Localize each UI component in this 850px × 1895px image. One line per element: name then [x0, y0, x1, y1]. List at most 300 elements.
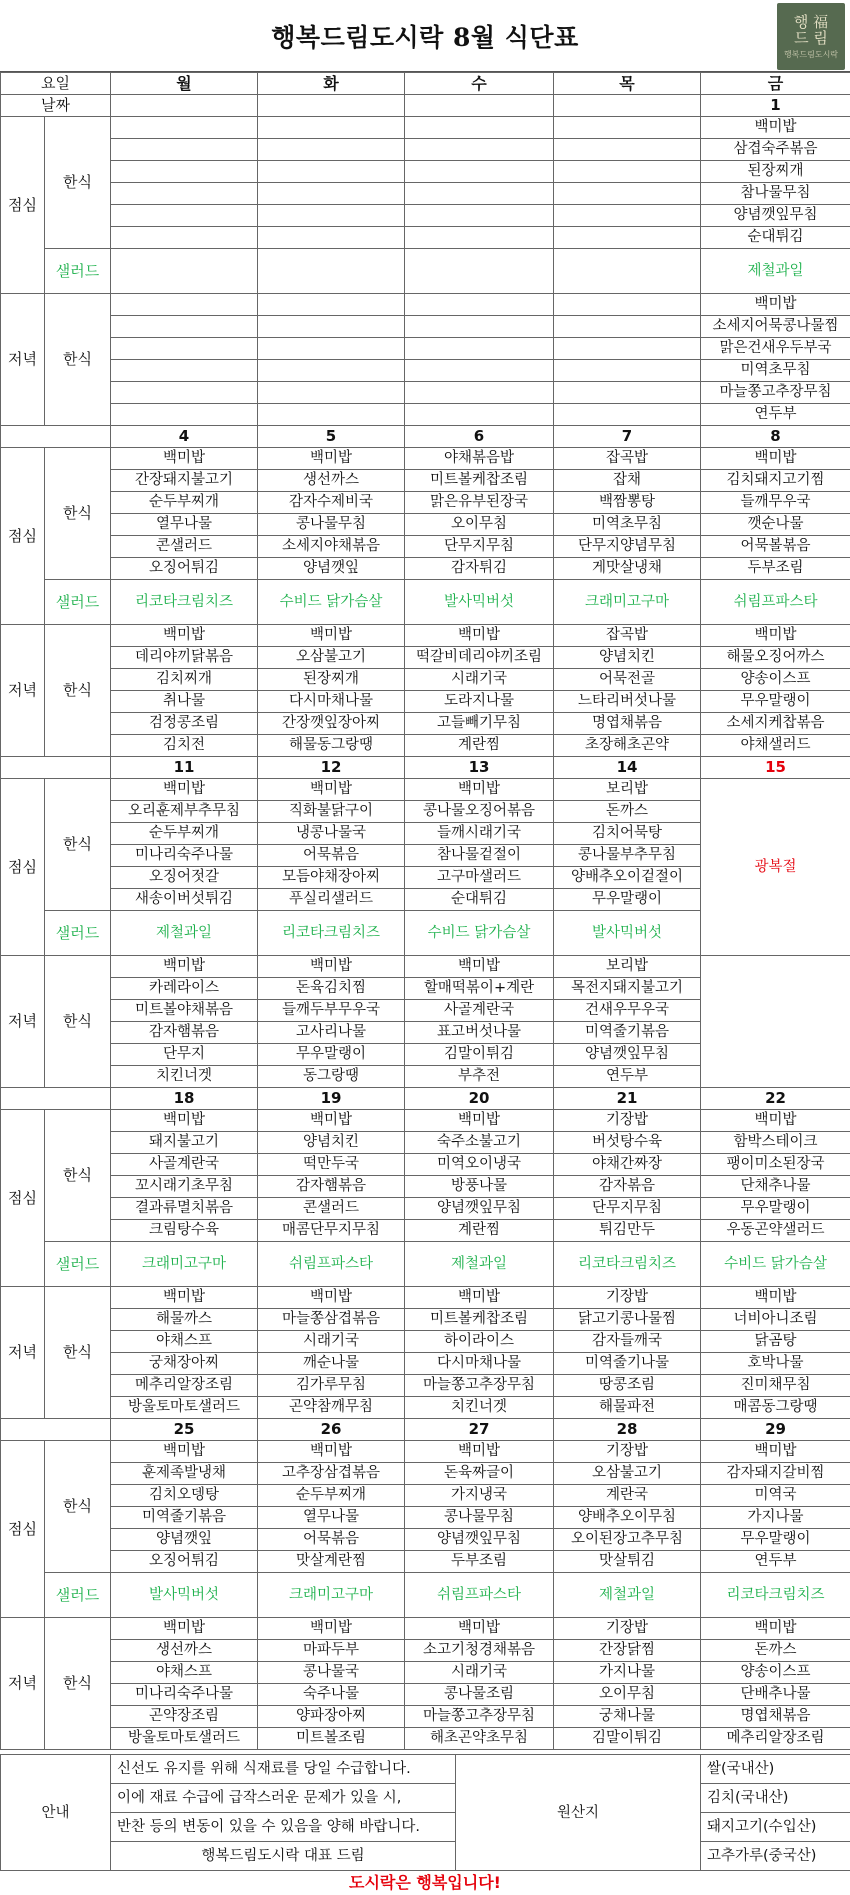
- date-cell: 20: [405, 1088, 554, 1110]
- dinner-dish-row: [1, 669, 850, 691]
- dish-cell: [258, 360, 405, 382]
- dish-cell: 시래기국: [405, 1662, 554, 1684]
- dish-cell: 마늘쫑고추장무침: [405, 1706, 554, 1728]
- date-cell: 29: [701, 1419, 850, 1441]
- dish-cell: 목전지돼지불고기: [554, 978, 701, 1000]
- dish-cell: 백미밥: [258, 956, 405, 978]
- dish-cell: 야채간짜장: [554, 1154, 701, 1176]
- date-row-spacer: [1, 426, 111, 448]
- dish-cell: 가지냉국: [405, 1485, 554, 1507]
- dish-cell: 양념치킨: [554, 647, 701, 669]
- dish-cell: 백미밥: [701, 294, 850, 316]
- date-row: [1, 1419, 850, 1441]
- lunch-dish-row: [1, 492, 850, 514]
- dish-cell: 양파장아찌: [258, 1706, 405, 1728]
- dish-cell: 돼지불고기: [111, 1132, 258, 1154]
- dish-cell: 가지나물: [701, 1507, 850, 1529]
- dinner-dish-row: [1, 1728, 850, 1750]
- dish-cell: 미트볼케찹조림: [405, 470, 554, 492]
- dish-cell: [554, 404, 701, 426]
- category-label-korean: 한식: [45, 779, 111, 911]
- dish-cell: 감자들깨국: [554, 1331, 701, 1353]
- lunch-dish-row: [1, 470, 850, 492]
- dish-cell: [111, 404, 258, 426]
- dish-cell: [111, 316, 258, 338]
- footer-text: 도시락은 행복입니다!: [349, 1872, 501, 1892]
- dish-cell: [258, 161, 405, 183]
- dish-cell: 오리훈제부추무침: [111, 801, 258, 823]
- salad-cell: 제철과일: [701, 249, 850, 294]
- dish-cell: [405, 161, 554, 183]
- dish-cell: 순두부찌개: [111, 492, 258, 514]
- dish-cell: 숙주소불고기: [405, 1132, 554, 1154]
- dish-cell: 방울토마토샐러드: [111, 1728, 258, 1750]
- dish-cell: 시래기국: [258, 1331, 405, 1353]
- dish-cell: 백미밥: [258, 1441, 405, 1463]
- dish-cell: 방풍나물: [405, 1176, 554, 1198]
- dish-cell: 데리야끼닭볶음: [111, 647, 258, 669]
- dish-cell: 해물동그랑땡: [258, 735, 405, 757]
- lunch-dish-row: [1, 205, 850, 227]
- dish-cell: 숙주나물: [258, 1684, 405, 1706]
- dish-cell: 감자돼지갈비찜: [701, 1463, 850, 1485]
- notice-table: [0, 1754, 850, 1871]
- salad-cell: 수비드 닭가슴살: [405, 911, 554, 956]
- salad-cell: 크래미고구마: [554, 580, 701, 625]
- weekday-header: 월: [111, 73, 258, 95]
- dish-cell: 푸실리샐러드: [258, 889, 405, 911]
- dish-cell: 된장찌개: [701, 161, 850, 183]
- dish-cell: 떡갈비데리야끼조림: [405, 647, 554, 669]
- dish-cell: 어묵전골: [554, 669, 701, 691]
- dish-cell: 메추리알장조림: [701, 1728, 850, 1750]
- salad-cell: [258, 249, 405, 294]
- dish-cell: 매콤동그랑땡: [701, 1397, 850, 1419]
- dish-cell: 방울토마토샐러드: [111, 1397, 258, 1419]
- menu-table: [0, 72, 850, 1750]
- dish-cell: 김가루무침: [258, 1375, 405, 1397]
- dinner-dish-row: [1, 1397, 850, 1419]
- dish-cell: 소고기청경채볶음: [405, 1640, 554, 1662]
- dish-cell: 양송이스프: [701, 1662, 850, 1684]
- dish-cell: 된장찌개: [258, 669, 405, 691]
- dish-cell: 소세지어묵콩나물찜: [701, 316, 850, 338]
- dish-cell: [554, 183, 701, 205]
- weekday-header: 금: [701, 73, 850, 95]
- category-label-salad: 샐러드: [45, 249, 111, 294]
- dish-cell: 백미밥: [405, 956, 554, 978]
- dish-cell: 깻순나물: [701, 514, 850, 536]
- dish-cell: 고들빼기무침: [405, 713, 554, 735]
- dish-cell: 땅콩조림: [554, 1375, 701, 1397]
- dish-cell: 백미밥: [701, 1618, 850, 1640]
- meal-label-dinner: 저녁: [1, 1287, 45, 1419]
- dish-cell: 김치전: [111, 735, 258, 757]
- dish-cell: [258, 338, 405, 360]
- dish-cell: 새송이버섯튀김: [111, 889, 258, 911]
- dish-cell: 백미밥: [701, 448, 850, 470]
- dish-cell: 연두부: [701, 1551, 850, 1573]
- dish-cell: 호박나물: [701, 1353, 850, 1375]
- dish-cell: 두부조림: [701, 558, 850, 580]
- dish-cell: 콩나물무침: [258, 514, 405, 536]
- dish-cell: 콩나물부추무침: [554, 845, 701, 867]
- dish-cell: 닭고기콩나물찜: [554, 1309, 701, 1331]
- dish-cell: 양념깻잎무침: [701, 205, 850, 227]
- dish-cell: 어묵볼볶음: [701, 536, 850, 558]
- dish-cell: 할매떡볶이+계란: [405, 978, 554, 1000]
- lunch-dish-row: [1, 536, 850, 558]
- dinner-dish-row: [1, 1353, 850, 1375]
- dish-cell: [111, 227, 258, 249]
- notice-line: 반찬 등의 변동이 있을 수 있음을 양해 바랍니다.: [111, 1813, 456, 1842]
- dish-cell: 들깨무우국: [701, 492, 850, 514]
- dish-cell: 궁채장아찌: [111, 1353, 258, 1375]
- dish-cell: 감자햄볶음: [111, 1022, 258, 1044]
- dish-cell: 시래기국: [405, 669, 554, 691]
- dish-cell: 메추리알장조림: [111, 1375, 258, 1397]
- dish-cell: 백미밥: [111, 625, 258, 647]
- dish-cell: 닭곰탕: [701, 1331, 850, 1353]
- dish-cell: 백미밥: [111, 956, 258, 978]
- date-row-spacer: [1, 1088, 111, 1110]
- dish-cell: 백미밥: [111, 1618, 258, 1640]
- salad-cell: 쉬림프파스타: [405, 1573, 554, 1618]
- dish-cell: [258, 183, 405, 205]
- weekday-header: 화: [258, 73, 405, 95]
- dish-cell: 백미밥: [258, 1618, 405, 1640]
- dish-cell: 백미밥: [701, 1441, 850, 1463]
- dish-cell: 다시마채나물: [258, 691, 405, 713]
- dish-cell: [554, 161, 701, 183]
- dish-cell: 어묵볶음: [258, 845, 405, 867]
- lunch-dish-row: [1, 1176, 850, 1198]
- dish-cell: 돈육김치찜: [258, 978, 405, 1000]
- dish-cell: 오삼불고기: [258, 647, 405, 669]
- dish-cell: 게맛살냉채: [554, 558, 701, 580]
- dish-cell: [554, 382, 701, 404]
- dish-cell: 백미밥: [701, 1110, 850, 1132]
- category-label-salad: 샐러드: [45, 1242, 111, 1287]
- date-cell: 18: [111, 1088, 258, 1110]
- holiday-cell: 광복절: [701, 779, 850, 956]
- dish-cell: 양송이스프: [701, 669, 850, 691]
- dish-cell: [258, 139, 405, 161]
- dish-cell: 야채스프: [111, 1662, 258, 1684]
- dish-cell: 백미밥: [405, 1618, 554, 1640]
- dish-cell: 취나물: [111, 691, 258, 713]
- logo-caption: 행복드림도시락: [783, 49, 839, 59]
- dish-cell: 기장밥: [554, 1110, 701, 1132]
- dish-cell: 야채볶음밥: [405, 448, 554, 470]
- dish-cell: [111, 139, 258, 161]
- dish-cell: 백미밥: [405, 1110, 554, 1132]
- dish-cell: [111, 183, 258, 205]
- dish-cell: [405, 360, 554, 382]
- dish-cell: 고사리나물: [258, 1022, 405, 1044]
- dish-cell: 백미밥: [405, 1441, 554, 1463]
- dish-cell: [111, 338, 258, 360]
- dish-cell: 백미밥: [701, 117, 850, 139]
- dish-cell: 백미밥: [701, 1287, 850, 1309]
- dish-cell: 김말이튀김: [554, 1728, 701, 1750]
- dish-cell: 참나물겉절이: [405, 845, 554, 867]
- category-label-salad: 샐러드: [45, 1573, 111, 1618]
- date-cell: [554, 95, 701, 117]
- meal-label-lunch: 점심: [1, 779, 45, 956]
- lunch-dish-row: [1, 117, 850, 139]
- dish-cell: 기장밥: [554, 1441, 701, 1463]
- salad-cell: [554, 249, 701, 294]
- salad-cell: 리코타크림치즈: [554, 1242, 701, 1287]
- logo-glyph-main: 행 福: [793, 12, 829, 31]
- dish-cell: 돈육짜글이: [405, 1463, 554, 1485]
- date-row: [1, 757, 850, 779]
- dish-cell: [554, 205, 701, 227]
- date-cell: 26: [258, 1419, 405, 1441]
- logo-glyph-sub: 드 림: [794, 28, 828, 47]
- dish-cell: 표고버섯나물: [405, 1022, 554, 1044]
- dinner-dish-row: [1, 338, 850, 360]
- category-label-korean: 한식: [45, 625, 111, 757]
- dish-cell: 소세지케찹볶음: [701, 713, 850, 735]
- dish-cell: 백짬뽕탕: [554, 492, 701, 514]
- holiday-empty-cell: [701, 956, 850, 1088]
- dish-cell: 느타리버섯나물: [554, 691, 701, 713]
- dish-cell: [258, 382, 405, 404]
- salad-cell: 쉬림프파스타: [258, 1242, 405, 1287]
- dinner-dish-row: [1, 1662, 850, 1684]
- lunch-dish-row: [1, 448, 850, 470]
- dish-cell: 냉콩나물국: [258, 823, 405, 845]
- dish-cell: 단무지무침: [554, 1198, 701, 1220]
- date-row-spacer: [1, 757, 111, 779]
- dish-cell: 고추장삼겹볶음: [258, 1463, 405, 1485]
- dish-cell: 단채추나물: [701, 1176, 850, 1198]
- dish-cell: 오삼불고기: [554, 1463, 701, 1485]
- dish-cell: 무우말랭이: [701, 1529, 850, 1551]
- dish-cell: 튀김만두: [554, 1220, 701, 1242]
- dinner-dish-row: [1, 360, 850, 382]
- dish-cell: 양배추오이무침: [554, 1507, 701, 1529]
- notice-row: [1, 1784, 850, 1813]
- lunch-dish-row: [1, 139, 850, 161]
- dinner-dish-row: [1, 1706, 850, 1728]
- dish-cell: [405, 294, 554, 316]
- dish-cell: 기장밥: [554, 1287, 701, 1309]
- date-cell: 11: [111, 757, 258, 779]
- dish-cell: 우동곤약샐러드: [701, 1220, 850, 1242]
- salad-cell: 제철과일: [405, 1242, 554, 1287]
- meal-label-dinner: 저녁: [1, 1618, 45, 1750]
- weekday-header-row: [1, 73, 850, 95]
- dish-cell: 단무지: [111, 1044, 258, 1066]
- dish-cell: 궁채나물: [554, 1706, 701, 1728]
- dish-cell: 맛살계란찜: [258, 1551, 405, 1573]
- dish-cell: 생선까스: [111, 1640, 258, 1662]
- dish-cell: 감자수제비국: [258, 492, 405, 514]
- dish-cell: 열무나물: [111, 514, 258, 536]
- salad-cell: 제철과일: [554, 1573, 701, 1618]
- dish-cell: 콩나물무침: [405, 1507, 554, 1529]
- dish-cell: [405, 316, 554, 338]
- dish-cell: 돈까스: [554, 801, 701, 823]
- dish-cell: [111, 360, 258, 382]
- dish-cell: [405, 139, 554, 161]
- dish-cell: 돈까스: [701, 1640, 850, 1662]
- dish-cell: 직화불닭구이: [258, 801, 405, 823]
- dish-cell: 마파두부: [258, 1640, 405, 1662]
- category-label-korean: 한식: [45, 117, 111, 249]
- dish-cell: 오징어튀김: [111, 1551, 258, 1573]
- dish-cell: 양념깻잎무침: [554, 1044, 701, 1066]
- dish-cell: 해초곤약초무침: [405, 1728, 554, 1750]
- category-label-salad: 샐러드: [45, 580, 111, 625]
- dish-cell: 소세지야채볶음: [258, 536, 405, 558]
- salad-cell: 리코타크림치즈: [111, 580, 258, 625]
- salad-cell: 발사믹버섯: [554, 911, 701, 956]
- date-cell: 13: [405, 757, 554, 779]
- dish-cell: 보리밥: [554, 779, 701, 801]
- dish-cell: 삼겹숙주볶음: [701, 139, 850, 161]
- salad-cell: 발사믹버섯: [111, 1573, 258, 1618]
- category-label-korean: 한식: [45, 1441, 111, 1573]
- dish-cell: 순대튀김: [701, 227, 850, 249]
- lunch-dish-row: [1, 558, 850, 580]
- dish-cell: 연두부: [701, 404, 850, 426]
- dinner-dish-row: [1, 1684, 850, 1706]
- dish-cell: 계란찜: [405, 735, 554, 757]
- dinner-dish-row: [1, 691, 850, 713]
- dish-cell: 콘샐러드: [111, 536, 258, 558]
- dish-cell: [554, 227, 701, 249]
- dish-cell: [405, 227, 554, 249]
- dish-cell: 미역초무침: [701, 360, 850, 382]
- dinner-dish-row: [1, 382, 850, 404]
- weekday-header: 수: [405, 73, 554, 95]
- dish-cell: 오이된장고추무침: [554, 1529, 701, 1551]
- dinner-dish-row: [1, 735, 850, 757]
- dish-cell: 단무지무침: [405, 536, 554, 558]
- dish-cell: 가지나물: [554, 1662, 701, 1684]
- salad-cell: 제철과일: [111, 911, 258, 956]
- dish-cell: 순두부찌개: [258, 1485, 405, 1507]
- dish-cell: 곤약장조림: [111, 1706, 258, 1728]
- meal-label-dinner: 저녁: [1, 294, 45, 426]
- salad-cell: 발사믹버섯: [405, 580, 554, 625]
- dish-cell: 카레라이스: [111, 978, 258, 1000]
- dish-cell: 콩나물조림: [405, 1684, 554, 1706]
- dish-cell: [111, 117, 258, 139]
- dish-cell: 오징어젓갈: [111, 867, 258, 889]
- dish-cell: [111, 161, 258, 183]
- salad-cell: 리코타크림치즈: [701, 1573, 850, 1618]
- dish-cell: 다시마채나물: [405, 1353, 554, 1375]
- lunch-dish-row: [1, 1198, 850, 1220]
- dish-cell: 열무나물: [258, 1507, 405, 1529]
- dish-cell: 백미밥: [405, 779, 554, 801]
- notice-row: [1, 1813, 850, 1842]
- dish-cell: 마늘쫑고추장무침: [701, 382, 850, 404]
- dish-cell: 계란찜: [405, 1220, 554, 1242]
- salad-cell: 수비드 닭가슴살: [258, 580, 405, 625]
- salad-cell: 쉬림프파스타: [701, 580, 850, 625]
- dish-cell: 미역초무침: [554, 514, 701, 536]
- dish-cell: 동그랑땡: [258, 1066, 405, 1088]
- dish-cell: 미역국: [701, 1485, 850, 1507]
- date-cell: 1: [701, 95, 850, 117]
- origin-item: 쌀(국내산): [701, 1755, 850, 1784]
- origin-label: 원산지: [456, 1755, 701, 1871]
- dish-cell: 간장닭찜: [554, 1640, 701, 1662]
- dish-cell: 잡곡밥: [554, 625, 701, 647]
- dish-cell: 무우말랭이: [258, 1044, 405, 1066]
- category-label-korean: 한식: [45, 1110, 111, 1242]
- dish-cell: 간장깻잎장아찌: [258, 713, 405, 735]
- dish-cell: 꼬시래기초무침: [111, 1176, 258, 1198]
- dish-cell: 감자튀김: [405, 558, 554, 580]
- page-title-text: 행복드림도시락 8월 식단표: [271, 22, 579, 52]
- dish-cell: 김치어묵탕: [554, 823, 701, 845]
- lunch-dish-row: [1, 1507, 850, 1529]
- origin-item: 고추가루(중국산): [701, 1842, 850, 1871]
- meal-label-lunch: 점심: [1, 117, 45, 294]
- dish-cell: 도라지나물: [405, 691, 554, 713]
- dish-cell: 두부조림: [405, 1551, 554, 1573]
- dish-cell: 백미밥: [258, 1110, 405, 1132]
- dish-cell: 콩나물국: [258, 1662, 405, 1684]
- category-label-korean: 한식: [45, 1618, 111, 1750]
- dish-cell: 명엽채볶음: [701, 1706, 850, 1728]
- category-label-korean: 한식: [45, 956, 111, 1088]
- dish-cell: 기장밥: [554, 1618, 701, 1640]
- lunch-dish-row: [1, 1529, 850, 1551]
- date-cell: [111, 95, 258, 117]
- dish-cell: [405, 404, 554, 426]
- dish-cell: 미역오이냉국: [405, 1154, 554, 1176]
- dish-cell: 진미채무침: [701, 1375, 850, 1397]
- dish-cell: 김치돼지고기찜: [701, 470, 850, 492]
- dish-cell: 들깨두부무우국: [258, 1000, 405, 1022]
- dinner-dish-row: [1, 1375, 850, 1397]
- date-cell: 14: [554, 757, 701, 779]
- dish-cell: 치킨너겟: [111, 1066, 258, 1088]
- dish-cell: 맑은건새우두부국: [701, 338, 850, 360]
- dish-cell: 오징어튀김: [111, 558, 258, 580]
- dish-cell: 단무지양념무침: [554, 536, 701, 558]
- dish-cell: 양념깻잎무침: [405, 1198, 554, 1220]
- dish-cell: 초장해초곤약: [554, 735, 701, 757]
- dish-cell: 떡만두국: [258, 1154, 405, 1176]
- dinner-dish-row: [1, 625, 850, 647]
- date-row-spacer: [1, 1419, 111, 1441]
- salad-row: [1, 1242, 850, 1287]
- dish-cell: 버섯탕수육: [554, 1132, 701, 1154]
- date-cell: 28: [554, 1419, 701, 1441]
- dish-cell: [554, 294, 701, 316]
- salad-cell: 크래미고구마: [258, 1573, 405, 1618]
- dish-cell: 명엽채볶음: [554, 713, 701, 735]
- origin-item: 돼지고기(수입산): [701, 1813, 850, 1842]
- lunch-dish-row: [1, 1551, 850, 1573]
- dish-cell: 백미밥: [258, 779, 405, 801]
- date-cell: [258, 95, 405, 117]
- notice-line: 이에 재료 수급에 급작스러운 문제가 있을 시,: [111, 1784, 456, 1813]
- dinner-dish-row: [1, 1618, 850, 1640]
- dish-cell: 백미밥: [258, 625, 405, 647]
- category-label-korean: 한식: [45, 1287, 111, 1419]
- dish-cell: [405, 117, 554, 139]
